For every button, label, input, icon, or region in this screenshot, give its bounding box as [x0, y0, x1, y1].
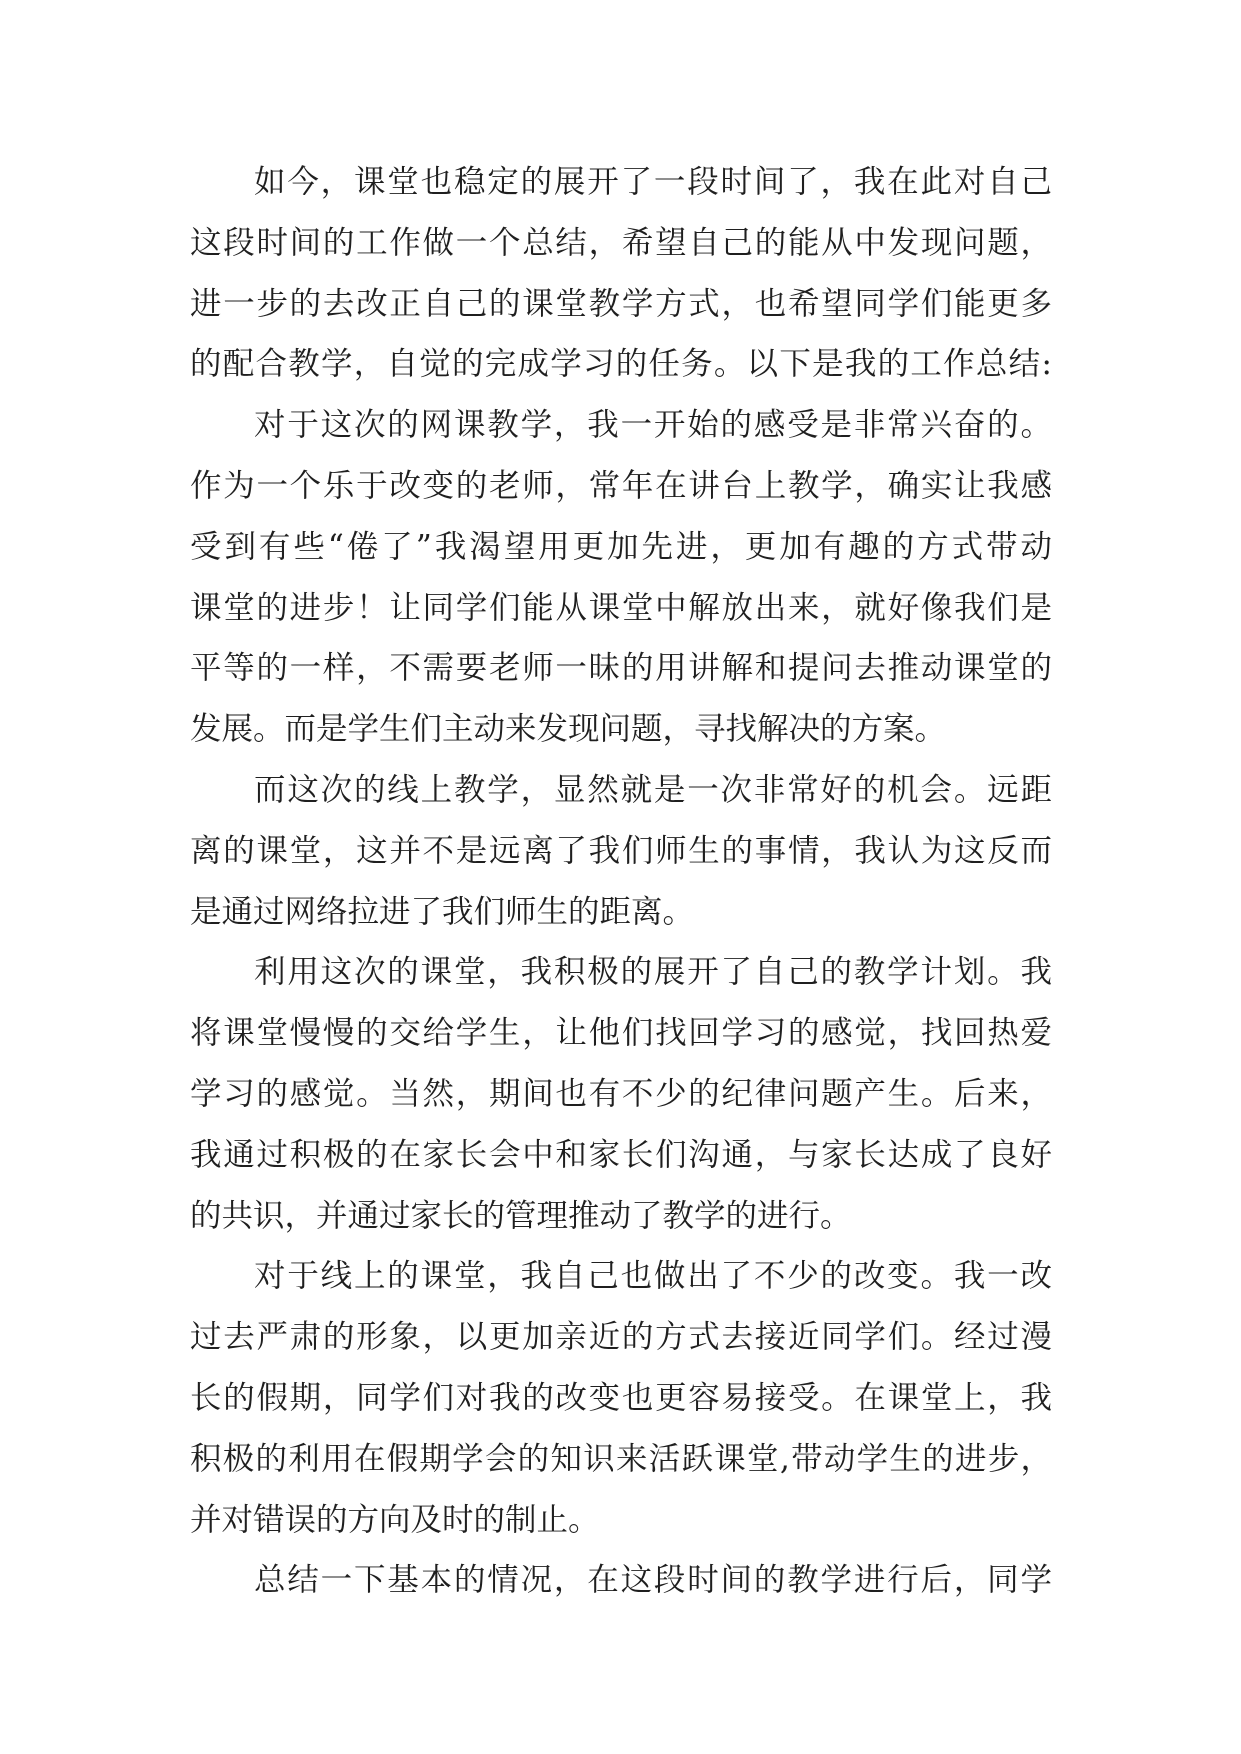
- text-line: 发展。而是学生们主动来发现问题，寻找解决的方案。: [190, 711, 947, 748]
- text-line: 将课堂慢慢的交给学生，让他们找回学习的感觉，找回热爱: [190, 1015, 1052, 1052]
- document-body: [190, 152, 1052, 1611]
- text-line: 总结一下基本的情况，在这段时间的教学进行后，同学: [254, 1562, 1052, 1599]
- text-line: 受到有些“倦了”我渴望用更加先进，更加有趣的方式带动: [190, 528, 1052, 565]
- text-line: 作为一个乐于改变的老师，常年在讲台上教学，确实让我感: [190, 467, 1052, 504]
- text-line: 并对错误的方向及时的制止。: [190, 1501, 600, 1538]
- text-line: 过去严肃的形象，以更加亲近的方式去接近同学们。经过漫: [190, 1319, 1052, 1356]
- text-line: 这段时间的工作做一个总结，希望自己的能从中发现问题，: [190, 224, 1052, 261]
- text-line: 课堂的进步！让同学们能从课堂中解放出来，就好像我们是: [190, 589, 1052, 626]
- text-line: 我通过积极的在家长会中和家长们沟通，与家长达成了良好: [190, 1136, 1052, 1173]
- text-line: 长的假期，同学们对我的改变也更容易接受。在课堂上，我: [190, 1379, 1052, 1416]
- text-line: 的共识，并通过家长的管理推动了教学的进行。: [190, 1197, 852, 1234]
- text-line: 积极的利用在假期学会的知识来活跃课堂,带动学生的进步，: [190, 1440, 1052, 1477]
- text-line: 离的课堂，这并不是远离了我们师生的事情，我认为这反而: [190, 832, 1052, 869]
- text-line: 对于线上的课堂，我自己也做出了不少的改变。我一改: [254, 1258, 1052, 1295]
- text-line: 如今，课堂也稳定的展开了一段时间了，我在此对自己: [254, 164, 1052, 200]
- text-line: 的配合教学，自觉的完成学习的任务。以下是我的工作总结:: [190, 346, 1052, 383]
- text-line: 利用这次的课堂，我积极的展开了自己的教学计划。我: [254, 954, 1052, 991]
- text-line: 进一步的去改正自己的课堂教学方式，也希望同学们能更多: [190, 285, 1052, 322]
- text-line: 而这次的线上教学，显然就是一次非常好的机会。远距: [254, 771, 1052, 808]
- text-line: 平等的一样，不需要老师一昧的用讲解和提问去推动课堂的: [190, 650, 1052, 687]
- text-line: 对于这次的网课教学，我一开始的感受是非常兴奋的。: [254, 407, 1052, 444]
- text-line: 学习的感觉。当然，期间也有不少的纪律问题产生。后来，: [190, 1075, 1052, 1112]
- text-line: 是通过网络拉进了我们师生的距离。: [190, 893, 695, 930]
